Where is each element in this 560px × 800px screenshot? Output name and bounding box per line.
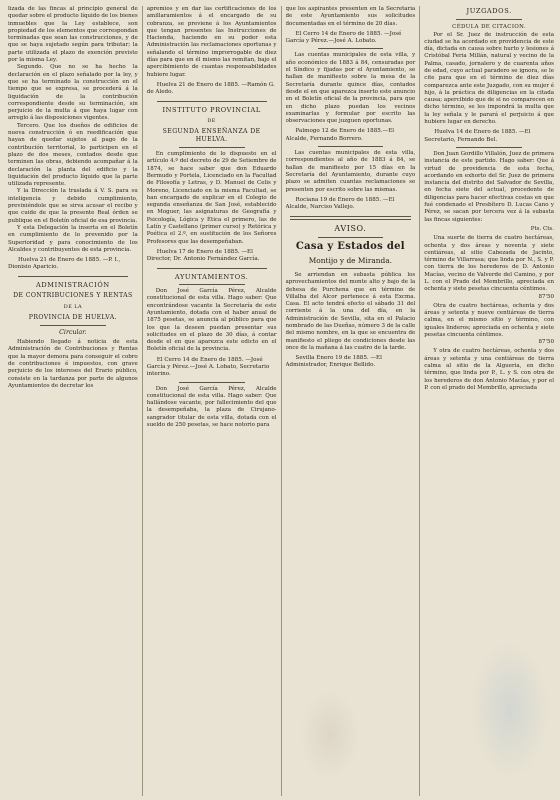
property-item-2 <box>424 303 554 347</box>
col4-paragraph-1: Por el Sr. Juez de instrucción de esta ciudad se ha acordado en providencia de este día, dictada en causa sobre hurto y lesiones á Cristóbal Feria Millán, natural y vecino de la Palma, casado, jornalero y de cuarenta años de edad, cuyo actual paradero se ignora, se le cite para que en el término de diez días comparezca ante este Juzgado, con su mujer é hijo, á la práctica de diligencias en la citada causa; apercibido que de si no comparecen en dicho término, se les impondrá la multa que la ley señala y le parará el perjuicio á que hubiere lugar en derecho. <box>424 31 554 126</box>
col2-short-divider-2 <box>179 284 245 285</box>
circular-heading: Circular. <box>59 329 87 337</box>
col1-paragraph-3: Y la Dirección la traslada á V. S. para su inteligencia y debido cumplimiento, previniéndole que se sirva acusar el recibo y que cuide de que la presente Real órden se publique en el Boletín oficial de esa provincia. <box>8 188 138 224</box>
section-subheading-segunda-ensenanza: SEGUNDA ENSEÑANZA DE HUELVA. <box>162 128 261 144</box>
col3-short-divider-3 <box>318 237 384 238</box>
property-item-1 <box>424 235 554 301</box>
property-item-1-price-row <box>424 294 554 301</box>
section-subheading-contribuciones: DE CONTRIBUCIONES Y RENTAS <box>13 292 133 300</box>
col3-short-divider-2 <box>318 146 384 147</box>
notice-title-montijo-miranda: Montijo y de Miranda. <box>308 255 393 265</box>
col1-intro: lizada de las fincas al principio general de quedar sobre el producto líquido de los bienes inmuebles que la Ley establece, son propiedad de los elementos que correspondan terminadas que sean las construcciones, y de que se haya sujetado según para tributar; la parte utilizada el plazo de exención previsto por la misma Ley. <box>8 6 138 64</box>
section-heading-ayuntamientos: AYUNTAMIENTOS. <box>174 272 249 281</box>
col3-intro: que los aspirantes presenten en la Secretaría de este Ayuntamiento sus solicitudes documentadas en el término de 20 días. <box>285 6 416 27</box>
property-item-1-price: 87'50 <box>538 293 554 300</box>
col2-paragraph-3: Don José García Pérez, Alcalde constitucional de esta villa. Hago saber: Que hallándose vacante, por fallecimiento del que la desempeñaba, la plaza de Cirujano-sangrador titular de esta villa, dotada con el sueldo de 250 pesetas, se hace notorio para <box>146 385 277 429</box>
col3-paragraph-2: Las cuentas municipales de esta villa, correspondientes al año de 1883 á 84, se hallan de manifiesto por 15 días en la Secretaría del Ayuntamiento, durante cuyo plazo se admiten cuantas reclamaciones se presenten por escrito sobre las mismas. <box>285 150 416 193</box>
property-item-2-price: 87'50 <box>538 339 554 346</box>
property-item-1-text: Una suerte de tierra de cuatro hectáreas, ochenta y dos áreas y noventa y siete centiáreas, al sitio Cabezada de Jacinto, término de Villarrasa; que linda por N., S. y P. con tierra de los herederos de D. Antonio Macías, vecino de Valverde del Camino, y por L. con el Prado del Membrillo, apreciada en ochenta y siete pesetas cincuenta céntimos. <box>424 235 554 293</box>
col3-double-divider <box>290 216 412 220</box>
col3-signature-3: Rociana 19 de Enero de 1885. —El Alcalde, Narciso Vallejo. <box>285 196 395 211</box>
col4-short-divider-2 <box>456 147 522 148</box>
property-item-3 <box>424 348 554 392</box>
col1-divider <box>18 276 128 277</box>
col3-signature-2: Palmogo 12 de Enero de 1885.—El Alcalde, Fernando Borrero. <box>285 128 395 142</box>
col4-paragraph-2: Don Juan Gordillo Villalón, Juez de primera instancia de este partido. Hago saber: Que á virtud de providencia de esta fecha, acordando en exhorto del Sr. Juez de primera instancia del distrito del Salvador de Sevilla, en fecha siete del actual, procedente de diligencias para hacer efectivas costas en que fué condenado el Presbítero D. Lucas Cano y Pérez, se sacan por tercera vez á la subasta las fincas siguientes: <box>424 150 554 223</box>
col3-paragraph-1: Las cuentas municipales de esta villa, y año económico de 1883 á 84, censuradas por el Síndico y fijadas por el Ayuntamiento, se hallan de manifiesto sobre la mesa de la Secretaría durante quince días, contados desde el en que aparezca inserto este anuncio en el Boletín oficial de la provincia, para que en dicho plazo puedan los vecinos examinarlas y formular por escrito las observaciones que juzguen oportunas. <box>285 52 416 125</box>
column-1 <box>8 6 143 796</box>
section-subheading-de-la: DE LA <box>63 304 82 311</box>
price-column-label: Pts. Cts. <box>530 225 554 232</box>
col4-short-divider-1 <box>456 19 522 20</box>
col1-short-divider <box>40 325 106 326</box>
col2-divider-1 <box>157 101 267 102</box>
col2-signature-3: El Cerro 14 de Enero de 1885. —José García y Pérez.—José A. Lobato, Secretario interino. <box>146 356 270 378</box>
column-2 <box>147 6 282 796</box>
section-heading-administracion: ADMINISTRACIÓN <box>36 280 110 289</box>
section-heading-juzgados: JUZGADOS. <box>466 7 512 15</box>
section-heading-aviso: AVISO. <box>334 224 367 234</box>
section-subheading-provincia: PROVINCIA DE HUELVA. <box>28 314 117 322</box>
col2-short-divider-3 <box>179 382 245 383</box>
property-item-3-text: Y otra de cuatro hectáreas, ochenta y dos áreas y setenta y una centiáreas de tierra calma al sitio de la Algueria, en dicho término, que linda por P., L. y S. con otra de los herederos de don Antonio Macías, y por el P. con el prado del Membrillo, apreciada <box>424 348 554 391</box>
col1-paragraph-1: Segundo. Que no se ha hecho la declaración en el plazo señalado por la ley, y que se ha terminado la construcción en el tiempo que se expresa, se procederá á la liquidación de la contribución correspondiente desde su terminación, sin perjuicio de la multa á que haya lugar con arreglo á las disposiciones vigentes. <box>8 64 138 122</box>
col2-short-divider <box>179 147 245 148</box>
col2-signature-1: Huelva 21 de Enero de 1885. —Ramón G. de Aledo. <box>146 81 275 96</box>
column-4 <box>424 6 554 796</box>
col1-paragraph-2: Tercero. Que los dueños de edificios de nueva construcción ó en reedificación que hayan de quedar sujetos al pago de la contribución territorial, lo participen en el plazo de dos meses, contados desde que terminen las obras, debiendo acompañar á la declaración la planta del edificio y la liquidación del producto líquido que la parte utilizada represente. <box>8 122 138 188</box>
col3-short-divider-4 <box>318 268 384 269</box>
col2-intro: apremios y en dar las certificaciones de los amillaramientos á el encargado de su cobranza, se previene á los Ayuntamientos que tengan presentes las Instrucciones de Hacienda, haciendo en su poder esta Administración las reclamaciones oportunas y señalando el término improrrogable de diez días para que en él mismo las remitan, bajo el apercibimiento de cuantas responsabilidades hubiere lugar. <box>146 6 277 78</box>
column-3 <box>286 6 421 796</box>
col1-signature: Huelva 21 de Enero de 1885. —P. I., Dionisio Aparicio. <box>8 257 121 271</box>
col2-signature-2: Huelva 17 de Enero de 1885. —El Director, Dr. Antonio Fernández García. <box>146 248 260 263</box>
notice-title-casa-estados: Casa y Estados del <box>295 240 405 252</box>
col2-paragraph-1: En cumplimiento de lo dispuesto en el artículo 4.º del decreto de 29 de Setiembre de 1874, se hace saber que don Eduardo Bermudo y Portela, Licenciado en la Facultad de Filosofía y Letras, y D. Manuel de Celis y Moreno, Licenciado en la misma Facultad, se han encargado de explicar en el Colegio de segunda enseñanza de San José, establecido en Moguer, las asignaturas de Geografía y Psicología, Lógica y Ética el primero, las de Latín y Castellano (primer curso) y Retórica y Poética el 2.º, en sustitución de los Señores Profesores que las desempeñaban. <box>146 151 277 245</box>
col3-signature-4: Sevilla Enero 19 de 1885. —El Administrador, Enrique Bellido. <box>285 355 382 369</box>
col3-paragraph-3: Se arriendan en subasta pública los aprovechamientos del monte alto y bajo de la dehesa de Purchena que en término de Villalba del Alcor pertenece á esta Excma. Casa. El acto tendrá efecto el sábado 31 del corriente á la una del día, en la Administración de Sevilla, sita en el Palacio nombrado de las Dueñas, número 3 de la calle del mismo nombre, en la que se encuentra de manifiesto el pliego de condiciones desde las once de la mañana á las cuatro de la tarde. <box>285 271 416 351</box>
col1-paragraph-4: Y esta Delegación la inserta en el Boletín en cumplimiento de lo prevenido por la Superioridad y para conocimiento de los Alcaldes y contribuyentes de esta provincia. <box>8 224 138 253</box>
col2-divider-2 <box>157 268 267 269</box>
col2-paragraph-2: Don José García Pérez, Alcalde constitucional de esta villa. Hago saber: Que encontrándose vacante la Secretaría de este Ayuntamiento, dotada con el haber anual de 1875 pesetas, se anuncia al público para que los que la deseen puedan presentar sus solicitudes en el plazo de 30 días, á contar desde el en que aparezca este edicto en el Boletín oficial de la provincia. <box>146 288 277 353</box>
col4-signature-1: Huelva 14 de Enero de 1885. —El Secretario, Fernando Bel. <box>424 129 531 143</box>
property-item-2-text: Otra de cuatro hectáreas, ochenta y dos áreas y setenta y nueve centiáreas de tierra calma, en el mismo sitio y término, con iguales linderos; apreciada en ochenta y siete pesetas cincuenta céntimos. <box>424 302 554 338</box>
col3-signature-1: El Cerro 14 de Enero de 1885. —José García y Pérez.—José A. Lobato. <box>285 30 402 45</box>
section-subheading-cedula: CÉDULA DE CITACION. <box>452 23 527 30</box>
section-subheading-de: DE <box>207 118 216 125</box>
section-heading-instituto: INSTITUTO PROVINCIAL <box>162 105 261 114</box>
property-item-2-price-row <box>424 339 554 346</box>
col3-short-divider-1 <box>318 48 384 49</box>
col1-paragraph-5: Habiendo llegado á noticia de esta Administración de Contribuciones y Rentas que la mayor demora para conseguir el cobro de contribuciones é impuestos, con grave perjuicio de los intereses del Erario público, consiste en la tardanza por parte de algunos Ayuntamientos de decretar los <box>8 339 138 389</box>
